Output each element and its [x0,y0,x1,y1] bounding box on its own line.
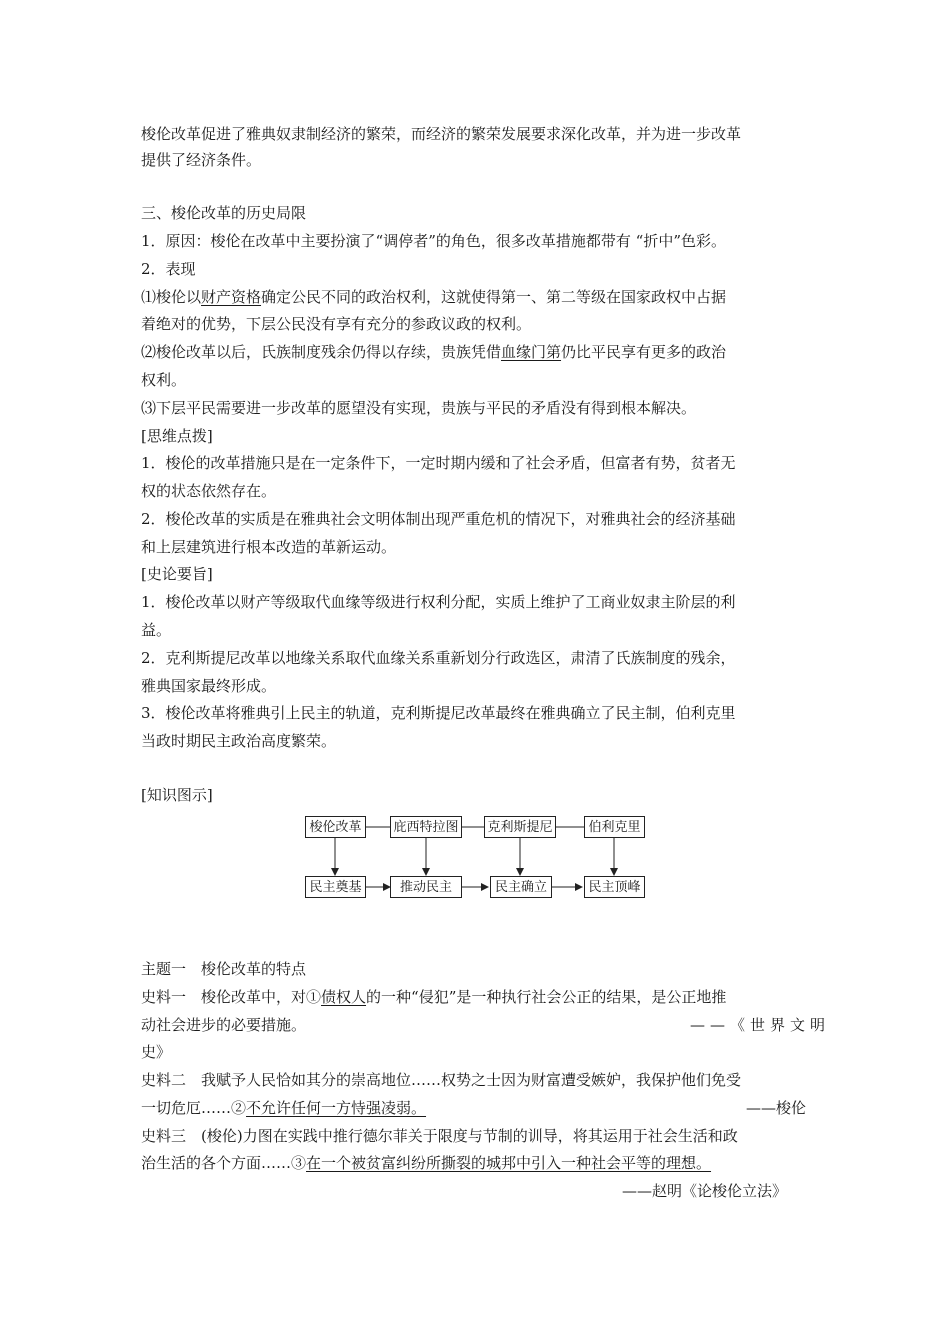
intro-line-1: 梭伦改革促进了雅典奴隶制经济的繁荣，而经济的繁荣发展要求深化改革，并为进一步改革 [141,125,742,143]
intro-line-2: 提供了经济条件。 [141,151,262,169]
material-1 [141,987,726,1007]
underlined-term: 血缘门第 [501,343,562,361]
material-1-cont: 动社会进步的必要措施。 [141,1016,307,1034]
material-3-source: ——赵明《论梭伦立法》 [622,1182,788,1200]
material-2-cont [141,1098,426,1118]
historical-title: [史论要旨] [141,565,213,583]
section3-point-2-cont: 权利。 [141,371,187,389]
text: ⑵梭伦改革以后，氏族制度残余仍得以存续，贵族凭借 [141,343,502,361]
text: 史料一 梭伦改革中，对① [141,988,322,1006]
node-cleisthenes: 克利斯提尼 [484,816,556,838]
material-1-source: ——《世界文明 [690,1016,831,1034]
section3-manifest-title: 2．表现 [141,260,196,278]
text: 一切危厄……② [141,1099,247,1117]
section3-reason: 1．原因：梭伦在改革中主要扮演了“调停者”的角色，很多改革措施都带有 “折中”色彩。 [141,232,726,250]
material-3-cont [141,1153,711,1173]
material-2-source: ——梭伦 [746,1099,807,1117]
underlined-quote: 不允许任何一方恃强凌弱。 [246,1099,427,1117]
node-peisistratos: 庇西特拉图 [390,816,462,838]
historical-item-3: 3．梭伦改革将雅典引上民主的轨道，克利斯提尼改革最终在雅典确立了民主制，伯利克里 [141,704,736,722]
thinking-title: [思维点拨] [141,427,213,445]
section3-title: 三、梭伦改革的历史局限 [141,204,307,222]
material-1-source-cont: 史》 [141,1043,172,1061]
thinking-item-2-cont: 和上层建筑进行根本改造的革新运动。 [141,538,397,556]
node-democracy-peak: 民主顶峰 [584,876,645,898]
text: 仍比平民享有更多的政治 [561,343,727,361]
material-3: 史料三 (梭伦)力图在实践中推行德尔菲关于限度与节制的训导，将其运用于社会生活和政 [141,1127,738,1145]
historical-item-2-cont: 雅典国家最终形成。 [141,677,277,695]
section3-point-1-cont: 着绝对的优势，下层公民没有享有充分的参政议政的权利。 [141,315,532,333]
section3-point-3: ⑶下层平民需要进一步改革的愿望没有实现，贵族与平民的矛盾没有得到根本解决。 [141,399,697,417]
historical-item-3-cont: 当政时期民主政治高度繁荣。 [141,732,337,750]
text: ⑴梭伦以 [141,288,202,306]
text: 治生活的各个方面……③ [141,1154,307,1172]
underlined-term: 财产资格 [201,288,262,306]
node-pericles: 伯利克里 [584,816,645,838]
diagram-title: [知识图示] [141,786,213,804]
historical-item-1: 1．梭伦改革以财产等级取代血缘等级进行权利分配，实质上维护了工商业奴隶主阶层的利 [141,593,736,611]
thinking-item-1: 1．梭伦的改革措施只是在一定条件下，一定时期内缓和了社会矛盾，但富者有势，贫者无 [141,454,736,472]
underlined-term: 债权人 [321,988,367,1006]
node-democracy-promotion: 推动民主 [390,876,462,898]
historical-item-2: 2．克利斯提尼改革以地缘关系取代血缘关系重新划分行政选区，肃清了氏族制度的残余， [141,649,736,667]
thinking-item-2: 2．梭伦改革的实质是在雅典社会文明体制出现严重危机的情况下，对雅典社会的经济基础 [141,510,736,528]
thinking-item-1-cont: 权的状态依然存在。 [141,482,277,500]
text: 的一种“侵犯”是一种执行社会公正的结果，是公正地推 [366,988,727,1006]
node-democracy-foundation: 民主奠基 [305,876,366,898]
topic1-title: 主题一 梭伦改革的特点 [141,960,307,978]
node-democracy-established: 民主确立 [490,876,552,898]
node-solon-reform: 梭伦改革 [305,816,366,838]
text: 确定公民不同的政治权利，这就使得第一、第二等级在国家政权中占据 [261,288,727,306]
underlined-quote: 在一个被贫富纠纷所撕裂的城邦中引入一种社会平等的理想。 [306,1154,712,1172]
material-2: 史料二 我赋予人民恰如其分的崇高地位……权势之士因为财富遭受嫉妒，我保护他们免受 [141,1071,742,1089]
historical-item-1-cont: 益。 [141,621,172,639]
